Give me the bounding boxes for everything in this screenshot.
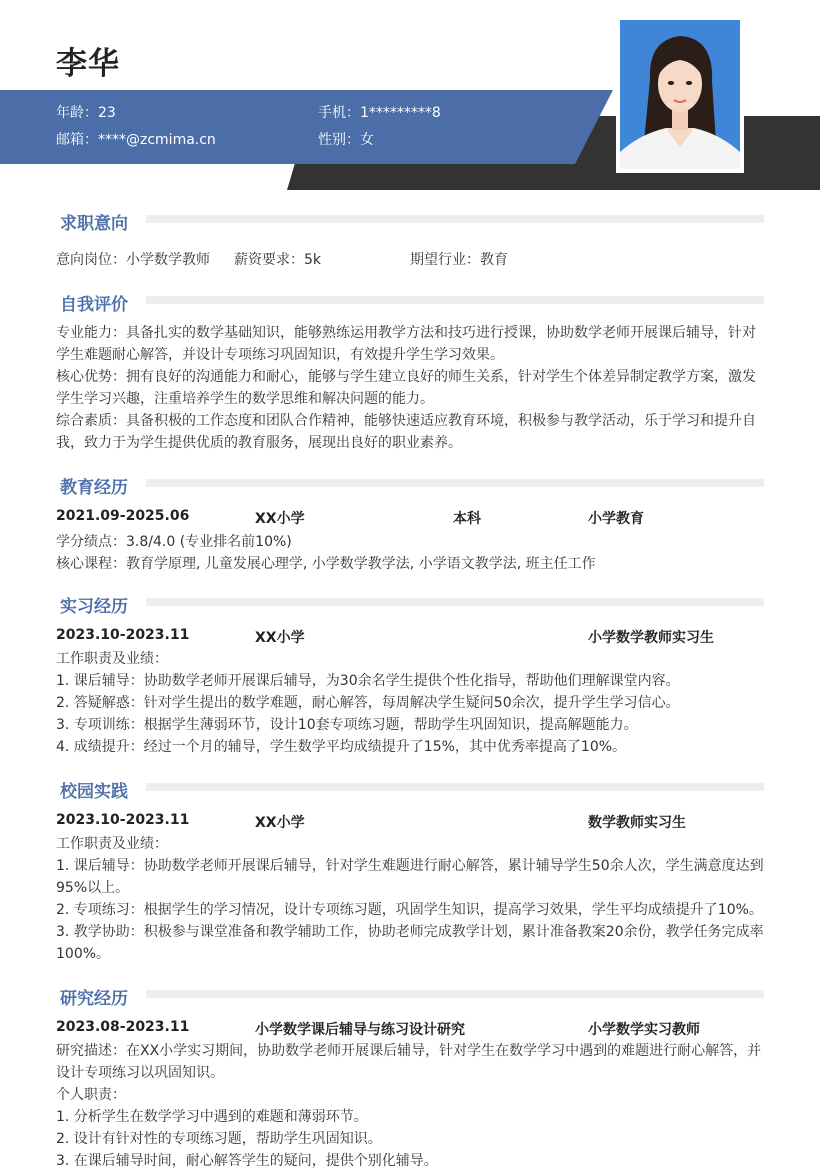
campus-heading: 工作职责及业绩： xyxy=(56,836,168,852)
research-item: 1. 分析学生在数学学习中遇到的难题和薄弱环节。 xyxy=(56,1109,368,1125)
self-eval-text xyxy=(56,322,766,454)
education-degree: 本科 xyxy=(453,511,481,527)
research-project: 小学数学课后辅导与练习设计研究 xyxy=(255,1022,465,1038)
research-date: 2023.08-2023.11 xyxy=(56,1019,190,1035)
campus-item: 3. 教学协助：积极参与课堂准备和教学辅助工作，协助老师完成教学计划，累计准备教案20余份，教学任务完成率100%。 xyxy=(56,924,764,962)
section-title-education: 教育经历 xyxy=(60,478,128,498)
section-divider xyxy=(146,598,764,606)
research-role: 小学数学实习教师 xyxy=(588,1022,700,1038)
internship-item: 2. 答疑解惑：针对学生提出的数学难题，耐心解答，每周解决学生疑问50余次，提升学生学习信心。 xyxy=(56,695,680,711)
section-title-intent: 求职意向 xyxy=(60,214,128,234)
section-divider xyxy=(146,215,764,223)
education-major: 小学教育 xyxy=(588,511,644,527)
campus-details xyxy=(56,833,766,965)
section-divider xyxy=(146,783,764,791)
education-gpa: 学分绩点：3.8/4.0 (专业排名前10%) xyxy=(56,534,292,550)
self-eval-item: 综合素质：具备积极的工作态度和团队合作精神，能够快速适应教育环境，积极参与教学活动，乐于学习和提升自我，致力于为学生提供优质的教育服务，展现出良好的职业素养。 xyxy=(56,413,756,451)
section-divider xyxy=(146,296,764,304)
research-item: 3. 在课后辅导时间，耐心解答学生的疑问，提供个别化辅导。 xyxy=(56,1153,438,1169)
intent-industry: 期望行业：教育 xyxy=(410,252,508,268)
section-title-internship: 实习经历 xyxy=(60,597,128,617)
section-title-research: 研究经历 xyxy=(60,989,128,1009)
self-eval-item: 核心优势：拥有良好的沟通能力和耐心，能够与学生建立良好的师生关系，针对学生个体差异制定教学方案，激发学生学习兴趣，注重培养学生的数学思维和解决问题的能力。 xyxy=(56,369,756,407)
age-info: 年龄：23 xyxy=(56,105,116,121)
education-courses: 核心课程：教育学原理, 儿童发展心理学, 小学数学教学法, 小学语文教学法, 班主任工作 xyxy=(56,556,596,572)
candidate-name: 李华 xyxy=(56,46,120,82)
section-divider xyxy=(146,479,764,487)
research-description: 研究描述：在XX小学实习期间，协助数学老师开展课后辅导，针对学生在数学学习中遇到的难题进行耐心解答，并设计专项练习以巩固知识。 xyxy=(56,1043,762,1081)
campus-role: 数学教师实习生 xyxy=(588,815,686,831)
section-divider xyxy=(146,990,764,998)
section-title-self-eval: 自我评价 xyxy=(60,295,128,315)
profile-photo xyxy=(620,20,740,169)
research-duty-heading: 个人职责： xyxy=(56,1087,126,1103)
intent-salary: 薪资要求：5k xyxy=(234,252,322,268)
education-date: 2021.09-2025.06 xyxy=(56,508,190,524)
campus-date: 2023.10-2023.11 xyxy=(56,812,190,828)
email-info: 邮箱：****@zcmima.cn xyxy=(56,132,216,148)
intent-position: 意向岗位：小学数学教师 xyxy=(56,252,210,268)
internship-details xyxy=(56,648,766,758)
internship-role: 小学数学教师实习生 xyxy=(588,630,714,646)
internship-item: 1. 课后辅导：协助数学老师开展课后辅导，为30余名学生提供个性化指导，帮助他们理解课堂内容。 xyxy=(56,673,680,689)
self-eval-item: 专业能力：具备扎实的数学基础知识，能够熟练运用教学方法和技巧进行授课，协助数学老师开展课后辅导，针对学生难题耐心解答，并设计专项练习巩固知识，有效提升学生学习效果。 xyxy=(56,325,756,363)
campus-org: XX小学 xyxy=(255,815,305,831)
internship-item: 4. 成绩提升：经过一个月的辅导，学生数学平均成绩提升了15%，其中优秀率提高了10%。 xyxy=(56,739,627,755)
internship-item: 3. 专项训练：根据学生薄弱环节，设计10套专项练习题，帮助学生巩固知识，提高解题能力。 xyxy=(56,717,638,733)
research-details xyxy=(56,1040,766,1172)
gender-info: 性别：女 xyxy=(318,132,374,148)
campus-item: 2. 专项练习：根据学生的学习情况，设计专项练习题，巩固学生知识，提高学习效果，学生平均成绩提升了10%。 xyxy=(56,902,763,918)
section-title-campus: 校园实践 xyxy=(60,782,128,802)
campus-item: 1. 课后辅导：协助数学老师开展课后辅导，针对学生难题进行耐心解答，累计辅导学生50余人次，学生满意度达到95%以上。 xyxy=(56,858,764,896)
research-item: 2. 设计有针对性的专项练习题，帮助学生巩固知识。 xyxy=(56,1131,382,1147)
education-school: XX小学 xyxy=(255,511,305,527)
internship-date: 2023.10-2023.11 xyxy=(56,627,190,643)
internship-heading: 工作职责及业绩： xyxy=(56,651,168,667)
phone-info: 手机：1*********8 xyxy=(318,105,441,121)
portrait-illustration xyxy=(620,20,740,169)
internship-org: XX小学 xyxy=(255,630,305,646)
